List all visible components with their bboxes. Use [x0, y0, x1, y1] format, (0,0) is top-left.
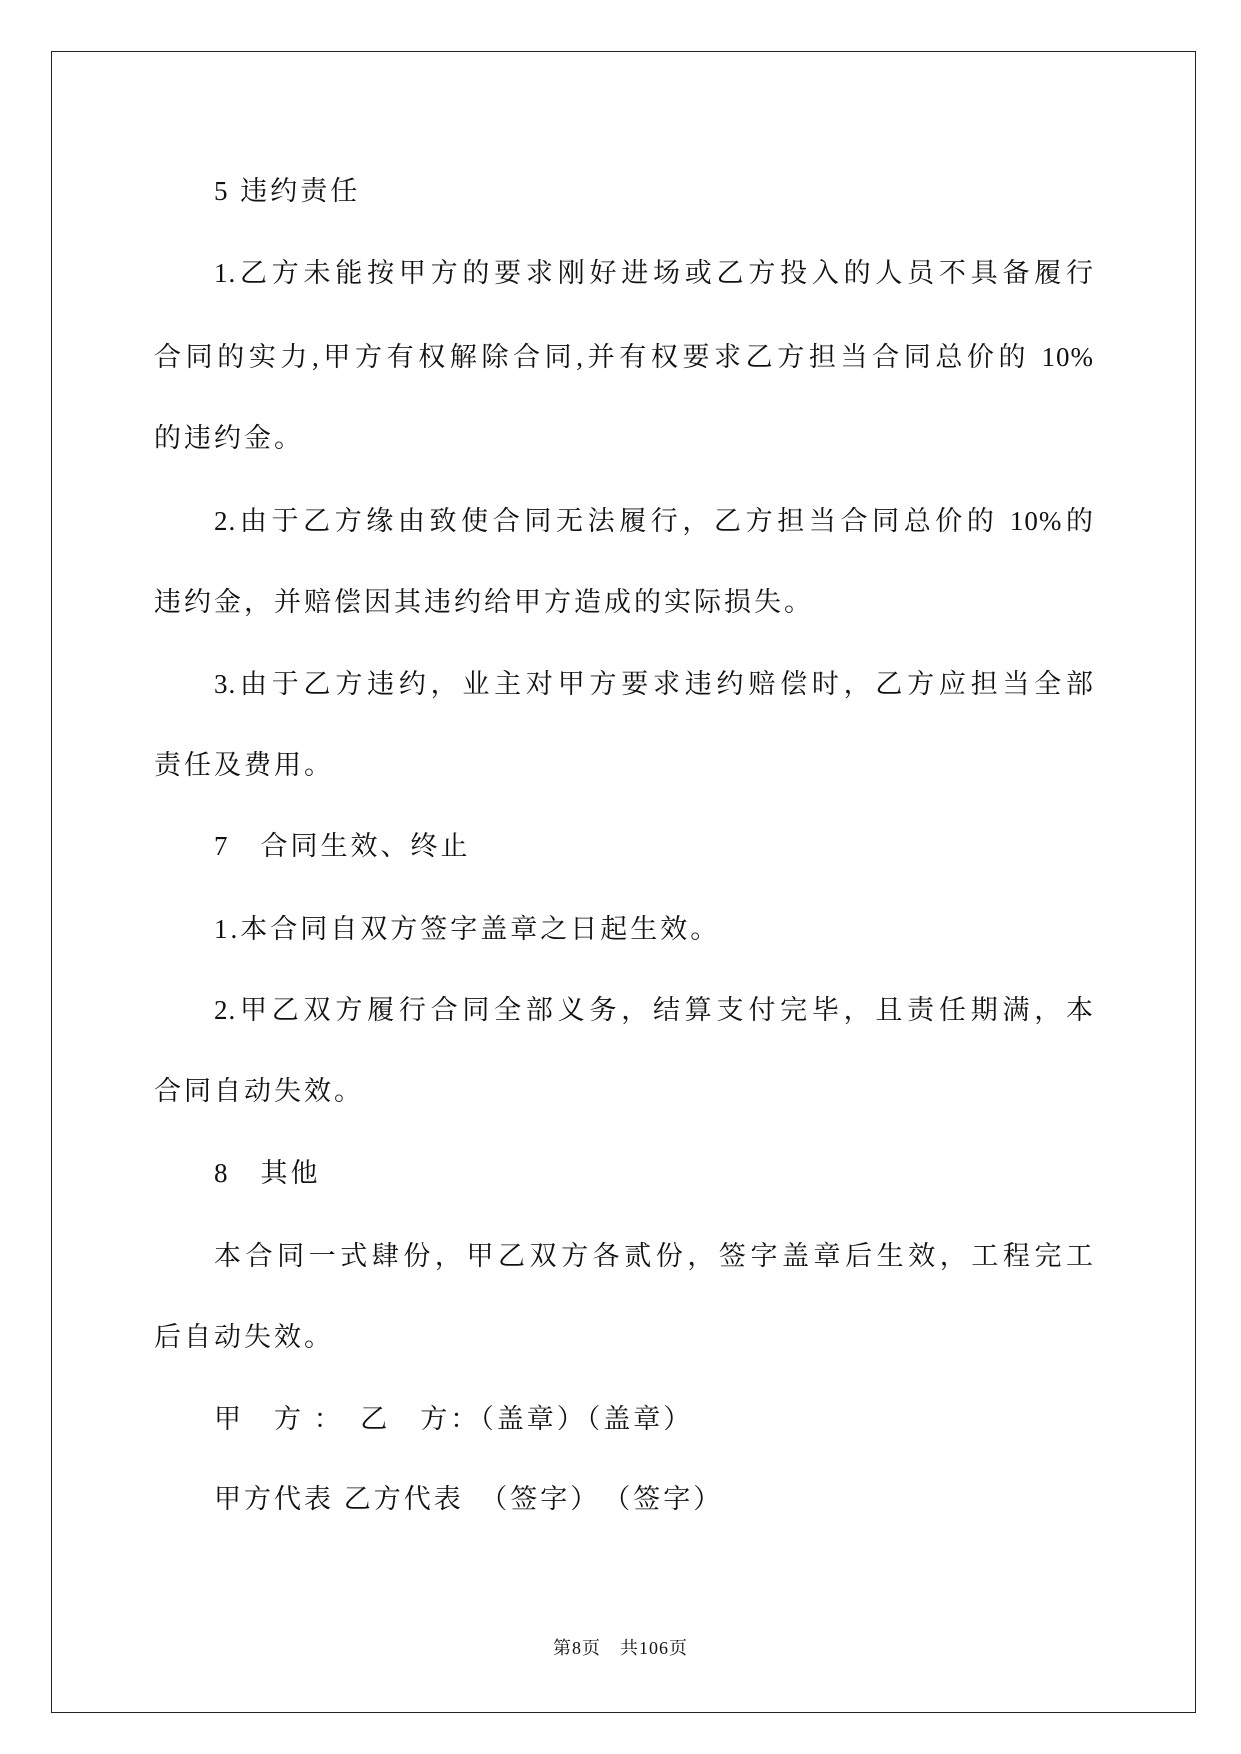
- paragraph-line: 责任及费用。: [154, 750, 334, 780]
- paragraph-line: 3.由于乙方违约，业主对甲方要求违约赔偿时，乙方应担当全部: [214, 669, 1094, 699]
- section-heading: 8 其他: [214, 1158, 321, 1188]
- section-heading: 5 违约责任: [214, 176, 361, 206]
- page-number-footer: 第8页 共106页: [553, 1638, 688, 1658]
- paragraph-line: 合同自动失效。: [154, 1076, 364, 1106]
- paragraph-line: 2.甲乙双方履行合同全部义务，结算支付完毕，且责任期满，本: [214, 995, 1094, 1025]
- paragraph-line: 本合同一式肆份，甲乙双方各贰份，签字盖章后生效，工程完工: [214, 1241, 1094, 1271]
- signature-representatives-line: 甲方代表 乙方代表 （签字） （签字）: [214, 1484, 724, 1514]
- section-heading: 7 合同生效、终止: [214, 831, 471, 861]
- paragraph-line: 2.由于乙方缘由致使合同无法履行，乙方担当合同总价的 10%的: [214, 506, 1094, 536]
- paragraph-line: 1.本合同自双方签字盖章之日起生效。: [214, 914, 721, 944]
- paragraph-line: 的违约金。: [154, 423, 304, 453]
- paragraph-line: 1.乙方未能按甲方的要求刚好进场或乙方投入的人员不具备履行: [214, 258, 1094, 288]
- page-border: [51, 51, 1196, 1713]
- paragraph-line: 合同的实力,甲方有权解除合同,并有权要求乙方担当合同总价的 10%: [154, 342, 1094, 372]
- paragraph-line: 后自动失效。: [154, 1322, 334, 1352]
- paragraph-line: 违约金，并赔偿因其违约给甲方造成的实际损失。: [154, 587, 814, 617]
- signature-parties-line: 甲 方 ： 乙 方：（盖章）（盖章）: [214, 1404, 694, 1434]
